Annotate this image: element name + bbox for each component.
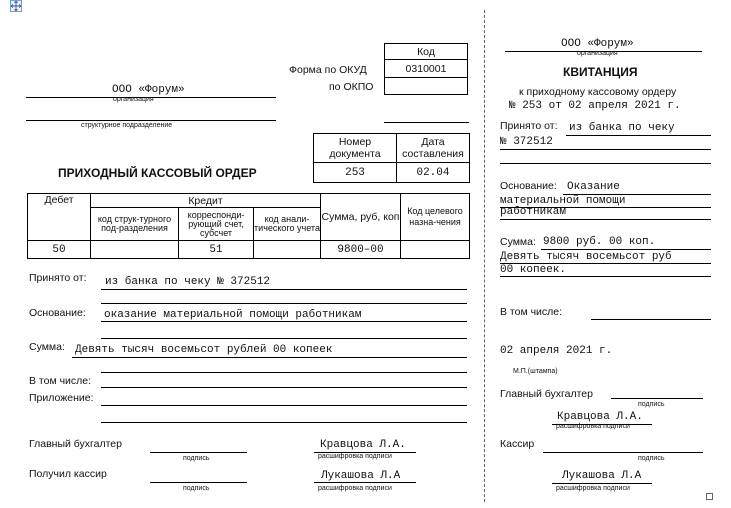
debit-header: Дебет [28,194,91,241]
credit-header: Кредит [91,194,321,208]
sub3-value [254,241,321,259]
cashier-sign-caption: подпись [183,485,210,492]
receipt-stamp: М.П.(штампа) [513,368,558,375]
doc-number-date-table [313,133,470,183]
cashier-decode-caption: расшифровка подписи [318,485,392,492]
receipt-subtitle: к приходному кассовому ордеру [519,86,677,98]
org-caption: организация [113,96,154,103]
form-codes-table [384,43,468,95]
basis-value: оказание материальной помощи работникам [104,309,362,321]
code-header: Код [385,44,468,60]
receipt-received-value-1: из банка по чеку [569,122,675,134]
subdivision-caption: структурное подразделение [81,122,173,129]
okpo-code [385,78,468,95]
date-header: Дата составления [397,134,470,163]
receipt-basis-label: Основание: [500,180,557,192]
receipt-cashier-sign-caption: подпись [638,455,665,462]
including-label: В том числе: [29,375,92,387]
receipt-basis-value-1: Оказание [567,181,620,193]
sum-words-value: Девять тысяч восемьсот рублей 00 копеек [75,344,333,356]
org-name: ООО «Форум» [112,84,185,96]
receipt-chief-name: Кравцова Л.А. [557,411,643,423]
receipt-received-value-2: № 372512 [500,136,553,148]
sub1-value [91,241,179,259]
received-value: из банка по чеку № 372512 [105,276,271,288]
cashier-name: Лукашова Л.А [321,470,401,482]
receipt-sum-value-2: Девять тысяч восемьсот руб [500,251,672,263]
receipt-chief-decode-caption: расшифровка подписи [556,423,630,430]
chief-name: Кравцова Л.А. [320,439,406,451]
purpose-header: Код целевого назна-чения [401,194,470,241]
doc-number-value: 253 [314,163,397,183]
sum-label: Сумма: [29,341,65,353]
receipt-number-date: № 253 от 02 апреля 2021 г. [509,100,681,112]
credit-sub3-header: код анали-тического учета [254,208,321,241]
order-title: ПРИХОДНЫЙ КАССОВЫЙ ОРДЕР [58,166,257,180]
receipt-sum-value-1: 9800 руб. 00 коп. [543,236,656,248]
cut-line [484,10,485,502]
credit-sub1-header: код струк-турного под-разделения [91,208,179,241]
receipt-basis-value-2: материальной помощи [500,195,626,207]
receipt-sum-value-3: 00 копеек. [500,264,567,276]
receipt-basis-value-3: работникам [500,206,567,218]
receipt-sum-label: Сумма: [500,236,536,248]
purpose-value [401,241,470,259]
okud-code: 0310001 [385,60,468,78]
receipt-cashier-label: Кассир [500,438,535,450]
credit-sub2-header: корреспонди-рующий счет, субсчет [179,208,254,241]
okpo-label: по ОКПО [329,81,374,93]
sum-value: 9800–00 [321,241,401,259]
date-value: 02.04 [397,163,470,183]
receipt-received-label: Принято от: [500,120,558,132]
receipt-date: 02 апреля 2021 г. [500,345,613,357]
attachment-label: Приложение: [29,392,94,404]
move-handle-icon[interactable] [10,0,22,12]
chief-decode-caption: расшифровка подписи [318,453,392,460]
receipt-org-name: ООО «Форум» [561,38,634,50]
receipt-cashier-decode-caption: расшифровка подписи [556,485,630,492]
sub2-value: 51 [179,241,254,259]
receipt-including-label: В том числе: [500,306,563,318]
cashier-label: Получил кассир [29,468,107,480]
receipt-org-caption: организация [577,50,618,57]
resize-handle-icon[interactable] [706,493,713,500]
chief-accountant-label: Главный бухгалтер [29,438,122,450]
doc-number-header: Номер документа [314,134,397,163]
sum-header: Сумма, руб, коп [321,194,401,241]
debit-value: 50 [28,241,91,259]
accounting-table [27,193,470,259]
okud-label: Форма по ОКУД [289,64,367,76]
basis-label: Основание: [29,307,86,319]
chief-sign-caption: подпись [183,455,210,462]
receipt-chief-sign-caption: подпись [638,401,665,408]
received-label: Принято от: [29,272,87,284]
receipt-title: КВИТАНЦИЯ [563,65,638,79]
receipt-cashier-name: Лукашова Л.А [562,470,642,482]
receipt-chief-label: Главный бухгалтер [500,388,593,400]
